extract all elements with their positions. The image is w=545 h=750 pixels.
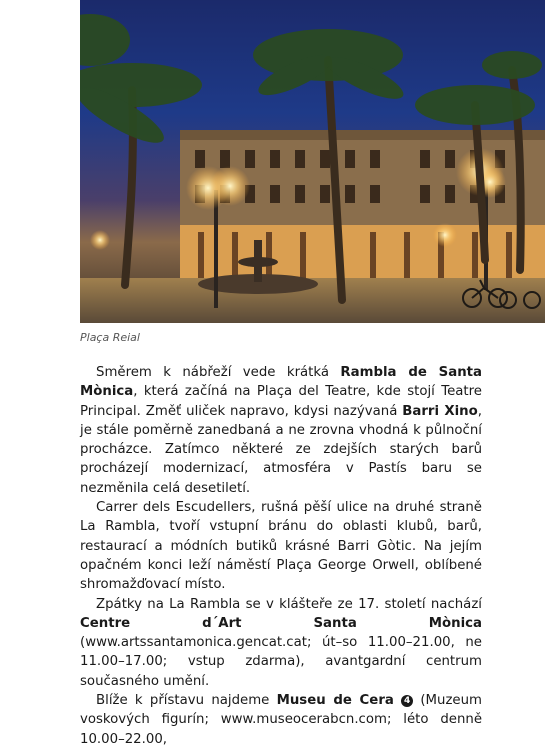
highlight-rambla-de-santa-monica: Rambla de Santa Mònica bbox=[80, 365, 482, 400]
text-run: Blíže k přístavu najdeme bbox=[96, 693, 277, 709]
paragraph-3 bbox=[80, 595, 482, 691]
text-run: Směrem k nábřeží vede krátká bbox=[96, 365, 341, 380]
text-run: , která začíná na Plaça del Teatre, kde stojí Teatre Principal. Změť uliček napravo, kdysi nazývaná bbox=[80, 384, 482, 419]
highlight-centre-art-santa-monica: Centre d´Art Santa Mònica bbox=[80, 615, 482, 631]
text-run: (Muzeum voskových figurín; www.museocerabcn.com; léto denně 10.00–22.00, bbox=[80, 693, 482, 747]
text-run: , je stále poměrně zanedbaná a ne zrovna vhodná k půlnoční procházce. Zatímco některé ze zdejších starých barů procházejí modernizací, atmosféra v Pastís baru se nezměnila celá desetiletí. bbox=[80, 403, 482, 496]
map-marker-badge: 4 bbox=[401, 695, 413, 707]
highlight-barri-xino: Barri Xino bbox=[402, 403, 478, 419]
text-run: (www.artssantamonica.gencat.cat; út–so 11.00–21.00, ne 11.00–17.00; vstup zdarma), avantgardní centrum současného umění. bbox=[80, 635, 482, 689]
placa-reial-illustration bbox=[80, 0, 545, 323]
paragraph-4 bbox=[80, 691, 482, 749]
text-run: Zpátky na La Rambla se v klášteře ze 17. století nachází bbox=[96, 596, 482, 612]
photo-caption: Plaça Reial bbox=[80, 331, 140, 344]
paragraph-2: Carrer dels Escudellers, rušná pěší ulice na druhé straně La Rambla, tvoří vstupní bránu do oblasti klubů, barů, restaurací a módních butiků krásné Barri Gòtic. Na jejím opačném konci leží náměstí Plaça George Orwell, oblíbené shromažďovací místo. bbox=[80, 500, 482, 593]
placa-reial-photo bbox=[80, 0, 545, 323]
paragraph-1 bbox=[80, 363, 482, 498]
highlight-museu-de-cera: Museu de Cera bbox=[276, 693, 394, 709]
article-body bbox=[80, 363, 482, 749]
